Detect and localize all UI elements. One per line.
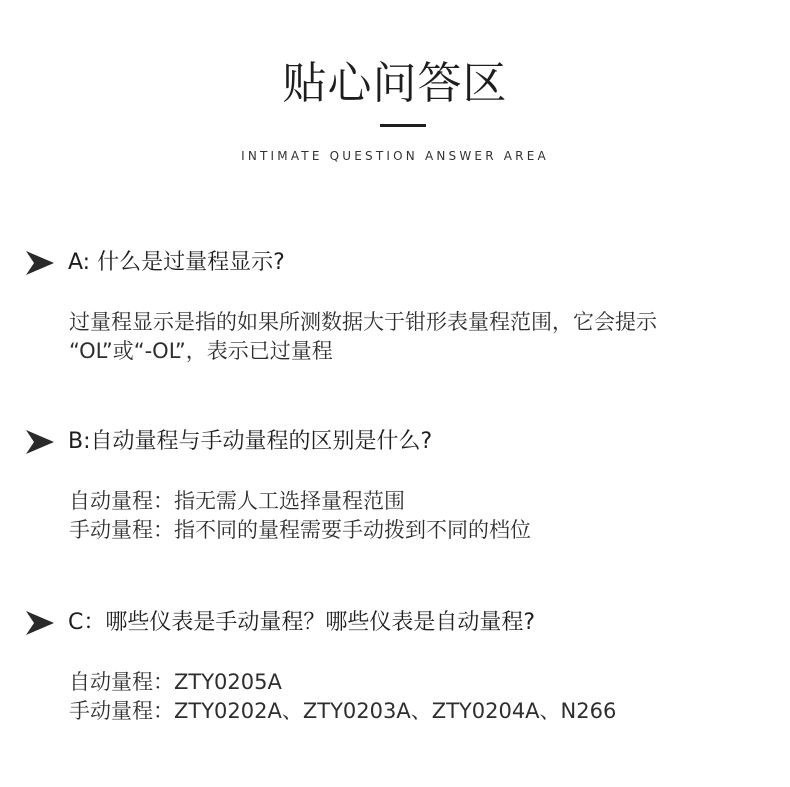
faq-question: C：哪些仪表是手动量程？哪些仪表是自动量程?	[68, 610, 536, 635]
answer-line: 自动量程：ZTY0205A	[69, 670, 282, 694]
faq-question-row	[26, 246, 285, 280]
page-title: 贴心问答区	[282, 58, 508, 109]
answer-line: “OL”或“-OL”，表示已过量程	[69, 339, 333, 363]
faq-answer	[69, 308, 759, 366]
arrowhead-icon	[26, 251, 54, 275]
faq-question-row	[26, 425, 432, 459]
faq-question-row	[26, 606, 535, 640]
arrowhead-icon	[26, 611, 54, 635]
answer-line: 手动量程：指不同的量程需要手动拨到不同的档位	[69, 518, 531, 542]
page-subtitle: INTIMATE QUESTION ANSWER AREA	[241, 149, 549, 163]
faq-question: B:自动量程与手动量程的区别是什么?	[68, 429, 433, 454]
faq-answer	[69, 487, 759, 545]
arrowhead-icon	[26, 430, 54, 454]
answer-line: 手动量程：ZTY0202A、ZTY0203A、ZTY0204A、N266	[69, 699, 617, 723]
faq-question: A: 什么是过量程显示?	[68, 250, 285, 275]
faq-answer	[69, 668, 759, 726]
answer-line: 过量程显示是指的如果所测数据大于钳形表量程范围，它会提示	[69, 310, 657, 334]
title-divider	[380, 124, 426, 127]
answer-line: 自动量程：指无需人工选择量程范围	[69, 489, 405, 513]
